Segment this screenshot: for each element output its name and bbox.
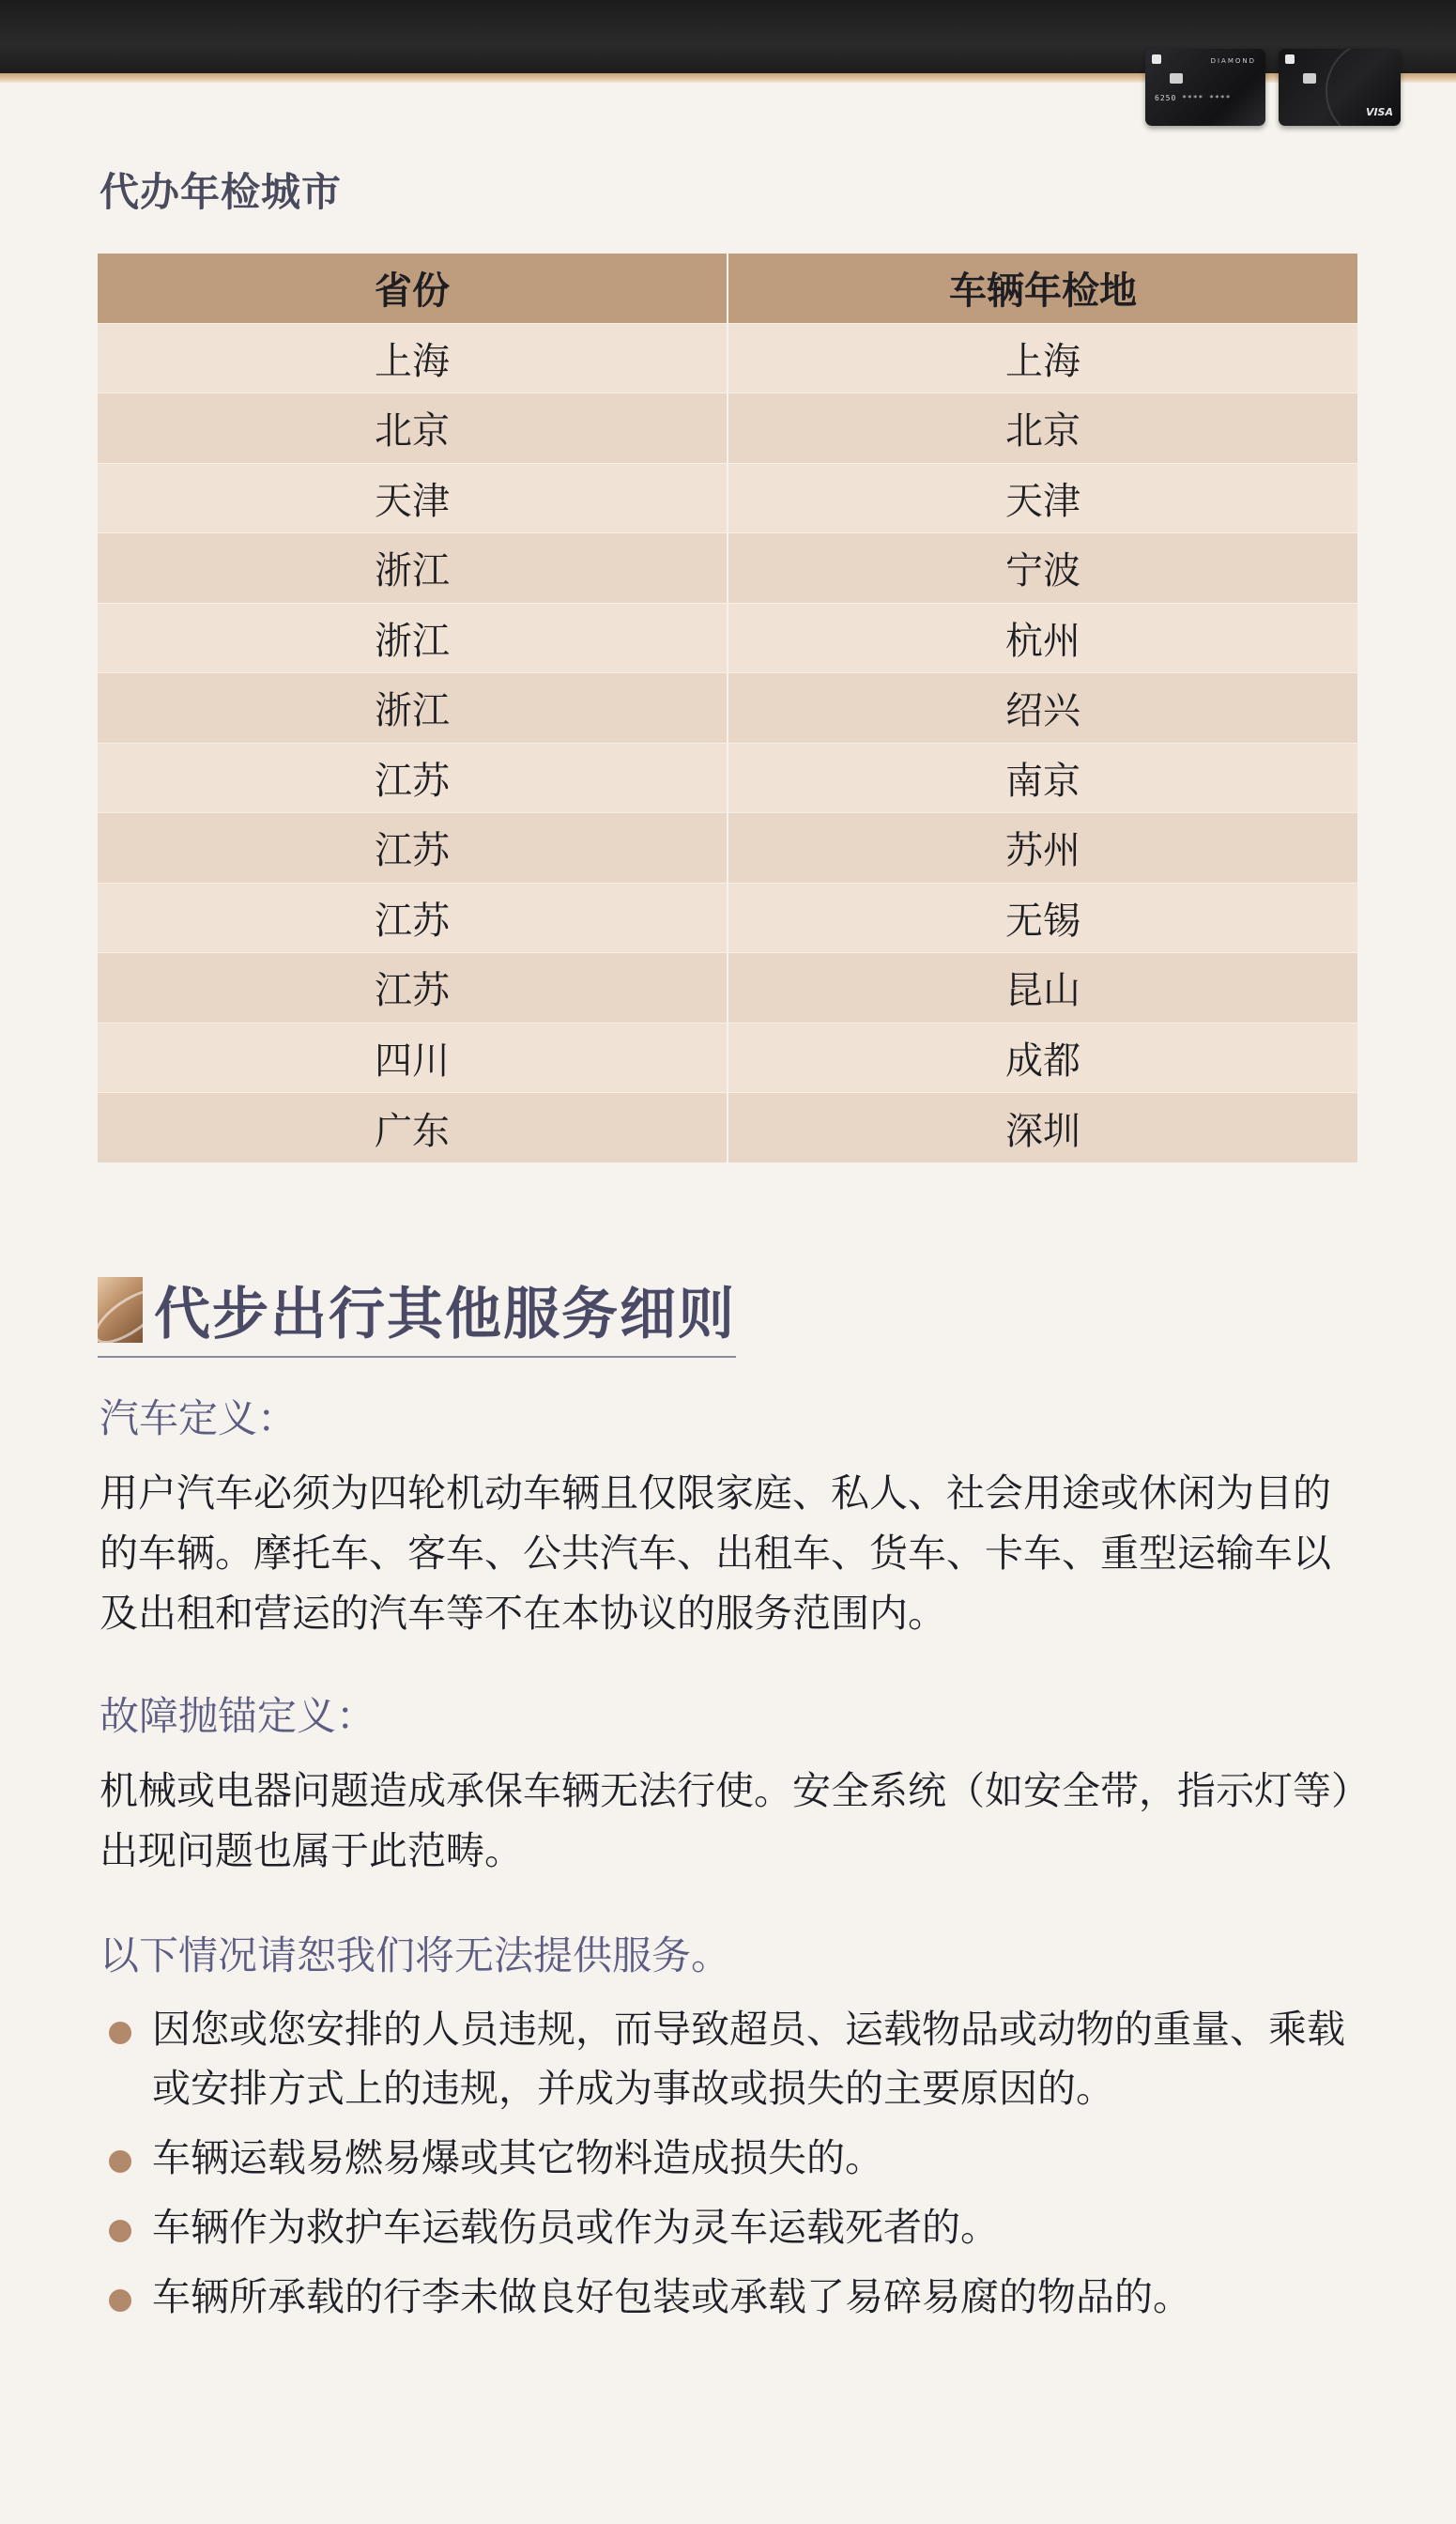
province-cell: 上海 (98, 323, 728, 393)
card-number: 6250 **** **** (1155, 94, 1232, 102)
exclusions-label: 以下情况请恕我们将无法提供服务。 (100, 1932, 731, 1978)
gold-ribbon-icon (98, 1277, 143, 1343)
table-row (98, 463, 1357, 533)
city-cell: 上海 (728, 323, 1357, 393)
table-row (98, 883, 1357, 953)
car-definition-text: 用户汽车必须为四轮机动车辆且仅限家庭、私人、社会用途或休闲为目的的车辆。摩托车、客车、公共汽车、出租车、货车、卡车、重型运输车以及出租和营运的汽车等不在本协议的服务范围内。 (100, 1470, 1331, 1636)
list-item (107, 2000, 1370, 2118)
bullet-dot-icon (109, 2220, 131, 2242)
list-item-text: 车辆所承载的行李未做良好包装或承载了易碎易腐的物品的。 (152, 2274, 1191, 2319)
table-row (98, 813, 1357, 884)
visa-logo: VISA (1365, 106, 1393, 118)
province-cell: 天津 (98, 463, 728, 533)
city-cell: 南京 (728, 743, 1357, 813)
table-row (98, 743, 1357, 813)
card-chip-icon (1170, 73, 1183, 84)
bank-logo-icon (1152, 54, 1161, 64)
table-row (98, 533, 1357, 604)
table-row (98, 673, 1357, 744)
cities-table (98, 254, 1357, 1162)
table-row (98, 953, 1357, 1023)
table-row (98, 1093, 1357, 1163)
rules-heading-text: 代步出行其他服务细则 (154, 1282, 736, 1347)
province-cell: 江苏 (98, 813, 728, 884)
table-row (98, 1023, 1357, 1093)
car-definition-label: 汽车定义： (100, 1395, 298, 1441)
city-cell: 杭州 (728, 603, 1357, 673)
province-cell: 江苏 (98, 743, 728, 813)
city-cell: 北京 (728, 393, 1357, 464)
list-item-text: 车辆作为救护车运载伤员或作为灵车运载死者的。 (152, 2205, 999, 2250)
breakdown-definition-text: 机械或电器问题造成承保车辆无法行使。安全系统（如安全带，指示灯等）出现问题也属于此范畴。 (100, 1768, 1351, 1873)
city-cell: 深圳 (728, 1093, 1357, 1163)
table-header-row (98, 254, 1357, 323)
province-cell: 浙江 (98, 673, 728, 744)
city-cell: 昆山 (728, 953, 1357, 1023)
credit-card-image-diamond (1145, 49, 1265, 126)
province-cell: 浙江 (98, 603, 728, 673)
column-header-city: 车辆年检地 (728, 254, 1357, 323)
column-header-province: 省份 (98, 254, 728, 323)
bullet-dot-icon (109, 2022, 131, 2044)
list-item (107, 2198, 1370, 2257)
city-cell: 宁波 (728, 533, 1357, 604)
card-chip-icon (1303, 73, 1316, 84)
province-cell: 北京 (98, 393, 728, 464)
province-cell: 浙江 (98, 533, 728, 604)
province-cell: 四川 (98, 1023, 728, 1093)
credit-card-image-visa (1279, 49, 1401, 126)
bullet-dot-icon (109, 2289, 131, 2312)
city-cell: 成都 (728, 1023, 1357, 1093)
city-cell: 绍兴 (728, 673, 1357, 744)
list-item-text: 车辆运载易燃易爆或其它物料造成损失的。 (152, 2135, 883, 2180)
city-cell: 苏州 (728, 813, 1357, 884)
city-cell: 天津 (728, 463, 1357, 533)
bank-logo-icon (1285, 54, 1295, 64)
table-row (98, 393, 1357, 464)
bullet-dot-icon (109, 2150, 131, 2173)
cities-table-body (98, 323, 1357, 1162)
list-item-text: 因您或您安排的人员违规，而导致超员、运载物品或动物的重量、乘载或安排方式上的违规，并成为事故或损失的主要原因的。 (152, 2007, 1345, 2111)
province-cell: 江苏 (98, 883, 728, 953)
card-brand: DIAMOND (1210, 57, 1256, 65)
cities-section-title: 代办年检城市 (100, 169, 343, 215)
table-row (98, 603, 1357, 673)
province-cell: 广东 (98, 1093, 728, 1163)
list-item (107, 2129, 1370, 2188)
breakdown-definition-label: 故障抛锚定义： (100, 1693, 376, 1739)
city-cell: 无锡 (728, 883, 1357, 953)
list-item (107, 2268, 1370, 2327)
exclusions-list (107, 2000, 1370, 2337)
rules-heading (98, 1270, 736, 1358)
province-cell: 江苏 (98, 953, 728, 1023)
table-row (98, 323, 1357, 393)
